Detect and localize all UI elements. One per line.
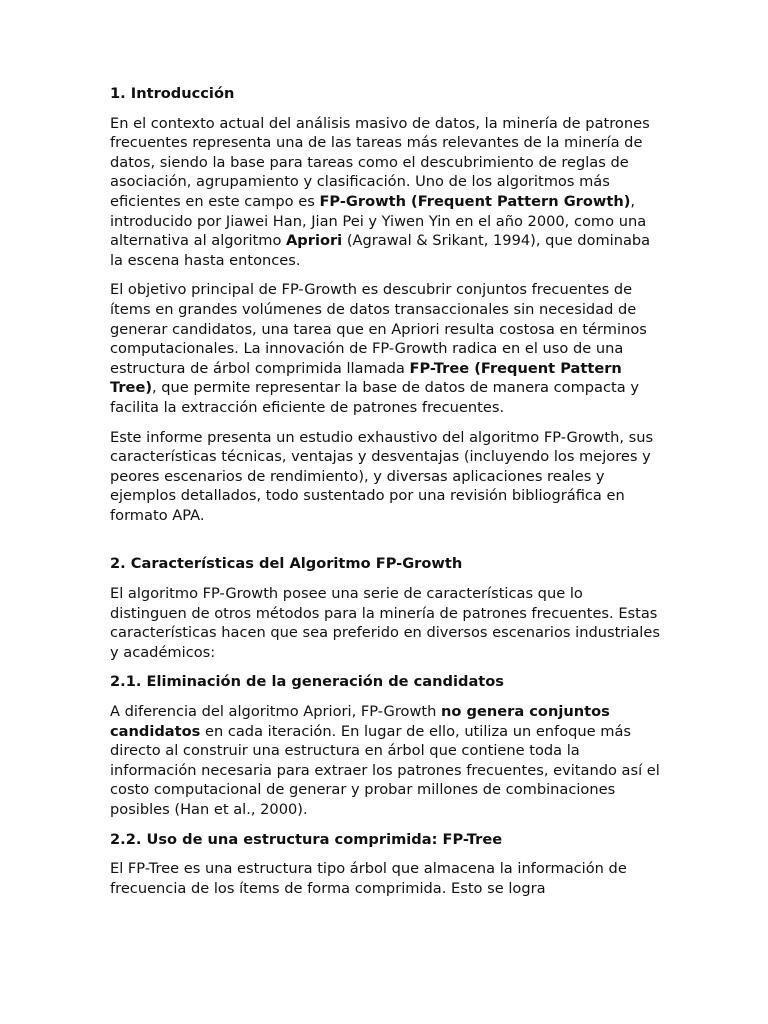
intro-p2-bold-fptree: FP-Tree (Frequent Pattern Tree) — [110, 359, 622, 397]
intro-p2-text-a: El objetivo principal de FP-Growth es descubrir conjuntos frecuentes de ítems en grandes volúmenes de datos transaccionales sin necesidad de generar candidatos, una tarea que en Apriori resulta costosa en términos computacionales. La innovación de FP-Growth radica en el uso de una estructura de árbol comprimida llamada — [110, 281, 647, 377]
sub21-text-a: A diferencia del algoritmo Apriori, FP-Growth — [110, 703, 442, 721]
subsection-2-2-paragraph: El FP-Tree es una estructura tipo árbol que almacena la información de frecuencia de los ítems de forma comprimida. Esto se logra — [110, 860, 627, 897]
section-spacer — [110, 535, 662, 554]
sub21-bold-candidates: no genera conjuntos candidatos — [110, 703, 610, 740]
intro-paragraph-3: Este informe presenta un estudio exhaustivo del algoritmo FP-Growth, sus características técnicas, ventajas y desventajas (incluyendo los mejores y peores escenarios de rendimiento), y diversas aplicaciones reales y ejemplos detallados, todo sustentado por una revisión bibliográfica en formato APA. — [110, 428, 654, 524]
intro-paragraph-2 — [110, 280, 662, 417]
subsection-2-1-paragraph — [110, 702, 662, 820]
subsection-2-2-heading: 2.2. Uso de una estructura comprimida: FP-Tree — [110, 830, 503, 848]
intro-p1-text-c: , introducido por Jiawei Han, Jian Pei y Yiwen Yin en el año 2000, como una alternativa al algoritmo — [110, 192, 647, 250]
intro-p1-text-a: En el contexto actual del análisis masivo de datos, la minería de patrones frecuentes representa una de las tareas más relevantes de la minería de datos, siendo la base para tareas como el descubrimiento de reglas de asociación, agrupamiento y clasificación. Uno de los algoritmos más eficientes en este campo es — [110, 114, 650, 210]
section-2-intro: El algoritmo FP-Growth posee una serie de características que lo distinguen de otros métodos para la minería de patrones frecuentes. Estas características hacen que sea preferido en diversos escenarios industriales y académicos: — [110, 585, 660, 661]
intro-paragraph-1 — [110, 114, 662, 271]
subsection-2-1-heading: 2.1. Eliminación de la generación de candidatos — [110, 673, 504, 691]
sub21-text-c: en cada iteración. En lugar de ello, utiliza un enfoque más directo al construir una estructura en árbol que contiene toda la información necesaria para extraer los patrones frecuentes, evitando así el costo computacional de generar y probar millones de combinaciones posibles (Han et al., 2000). — [110, 722, 660, 818]
section-2-heading: 2. Características del Algoritmo FP-Growth — [110, 555, 463, 573]
intro-p1-bold-fpgrowth: FP-Growth (Frequent Pattern Growth) — [319, 192, 631, 210]
intro-p2-text-c: , que permite representar la base de datos de manera compacta y facilita la extracción eficiente de patrones frecuentes. — [110, 379, 639, 416]
intro-p1-text-d: (Agrawal & Srikant, 1994), que dominaba la escena hasta entonces. — [110, 232, 651, 269]
document-page — [110, 84, 662, 908]
section-1-heading: 1. Introducción — [110, 85, 235, 102]
intro-p1-bold-apriori: Apriori — [286, 232, 343, 250]
